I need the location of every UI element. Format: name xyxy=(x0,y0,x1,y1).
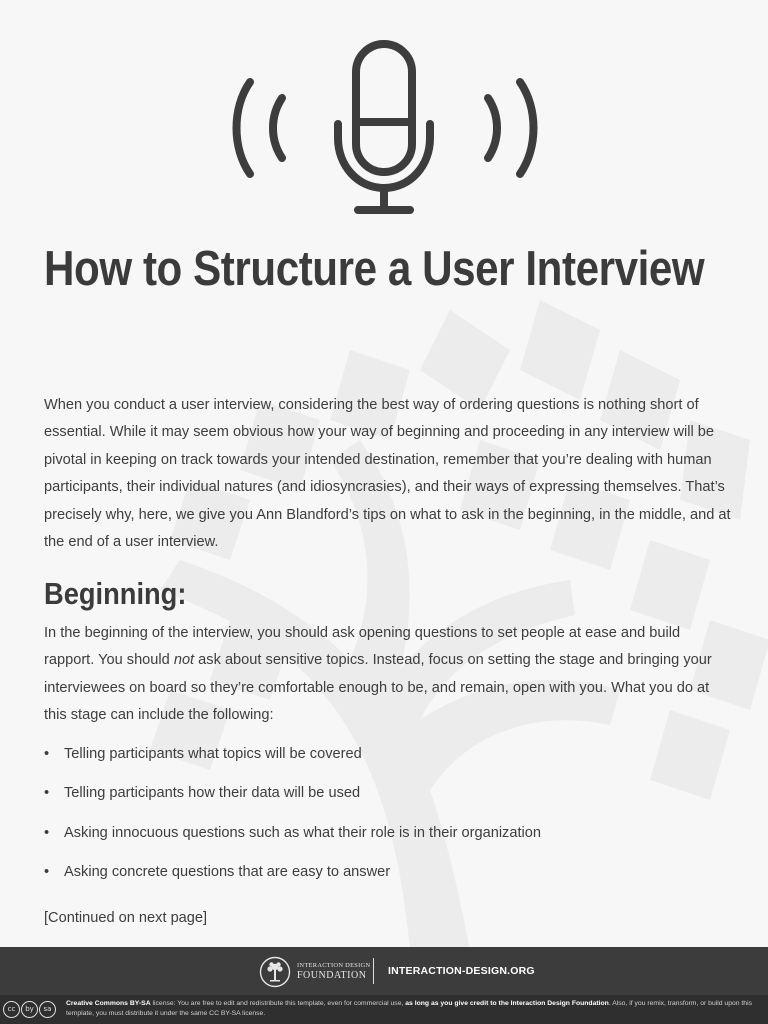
cc-by-icon: by xyxy=(21,1001,38,1018)
intro-paragraph: When you conduct a user interview, considering the best way of ordering questions is nothing short of essential. While it may seem obvious how your way of beginning and proceeding in any interview will be pivotal in keeping on track towards your intended destination, remember that you’re dealing with human participants, their individual natures (and idiosyncrasies), and their ways of expressing themselves. That’s precisely why, here, we give you Ann Blandford’s tips on what to ask in the beginning, in the middle, and at the end of a user interview. xyxy=(44,397,731,551)
section-paragraph xyxy=(44,620,734,730)
org-name[interactable] xyxy=(297,962,370,981)
section-paragraph-part1: In the beginning of the interview, you should ask opening questions to set people at ease and build rapport. You should xyxy=(44,625,681,669)
bullet-icon: • xyxy=(44,746,50,762)
license-text xyxy=(66,999,756,1018)
org-name-small: INTERACTION DESIGN xyxy=(297,962,371,969)
section-paragraph-part2: ask about sensitive topics. Instead, focus on setting the stage and bringing your interviewees on board so they’re comfortable enough to be, and remain, open with you. What you do at this stage can include the following: xyxy=(44,652,712,724)
section-heading: Beginning: xyxy=(44,576,187,611)
microphone-icon xyxy=(220,38,550,218)
footer-divider xyxy=(373,958,374,984)
license-name: Creative Commons BY-SA xyxy=(66,1000,151,1007)
list-item xyxy=(44,860,724,899)
list-item xyxy=(44,781,724,820)
license-text-part2: . Also, if you remix, transform, or build upon this template, you must distribute it under the same CC BY-SA license. xyxy=(66,1000,753,1017)
site-link[interactable]: INTERACTION-DESIGN.ORG xyxy=(388,965,535,977)
cc-sa-icon: sa xyxy=(39,1001,56,1018)
page-title: How to Structure a User Interview xyxy=(44,242,705,296)
footer-bar xyxy=(0,947,768,995)
bullet-icon: • xyxy=(44,785,50,802)
list-item xyxy=(44,742,724,781)
cc-license-badges[interactable] xyxy=(3,1001,56,1017)
bullet-icon: • xyxy=(44,863,50,880)
license-credit: as long as you give credit to the Interaction Design Foundation xyxy=(405,1000,609,1007)
list-item-text: Asking concrete questions that are easy to answer xyxy=(64,863,391,880)
list-item-text: Telling participants what topics will be covered xyxy=(64,746,362,762)
license-text-part1: license: You are free to edit and redistribute this template, even for commercial use, xyxy=(150,1000,406,1007)
bullet-icon: • xyxy=(44,824,50,841)
continued-note: [Continued on next page] xyxy=(44,910,208,926)
idf-tree-logo-icon[interactable] xyxy=(259,956,291,988)
cc-icon: cc xyxy=(3,1001,20,1018)
list-item-text: Asking innocuous questions such as what their role is in their organization xyxy=(64,824,541,841)
bullet-list xyxy=(44,742,724,899)
list-item xyxy=(44,821,724,860)
org-name-big: FOUNDATION xyxy=(297,970,367,981)
list-item-text: Telling participants how their data will be used xyxy=(64,785,361,802)
section-paragraph-emphasis: not xyxy=(173,652,195,669)
